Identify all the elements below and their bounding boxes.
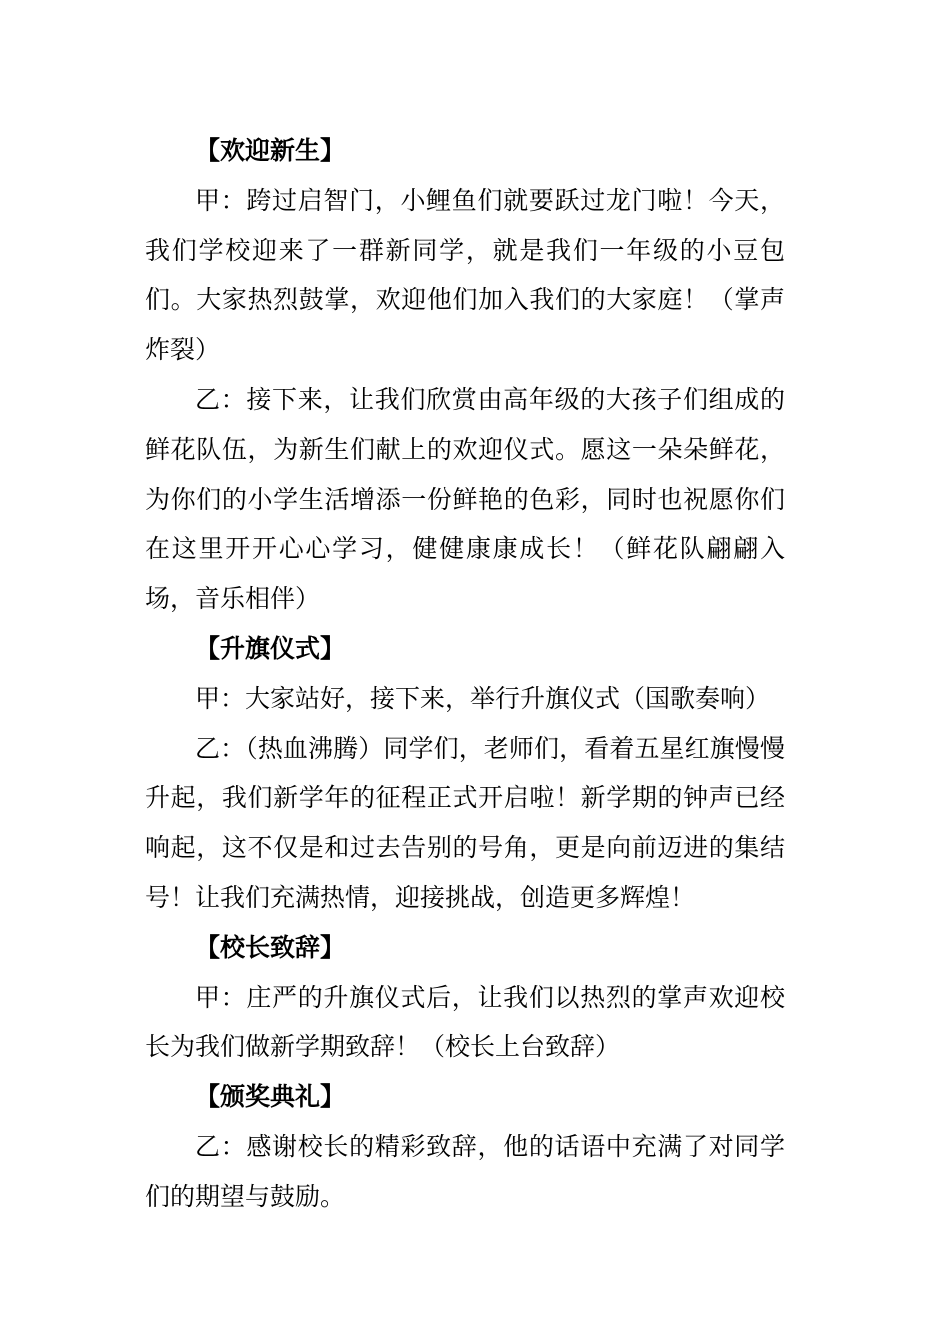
- section-welcome: [145, 126, 785, 624]
- section-heading: 【颁奖典礼】: [195, 1082, 346, 1112]
- paragraph: 乙：（热血沸腾）同学们，老师们，看着五星红旗慢慢升起，我们新学年的征程正式开启啦！新学期的钟声已经响起，这不仅是和过去告别的号角，更是向前迈进的集结号！让我们充满热情，迎接挑战，创造更多辉煌！: [145, 733, 785, 912]
- section-heading: 【升旗仪式】: [195, 633, 346, 663]
- paragraph: 甲：大家站好，接下来，举行升旗仪式（国歌奏响）: [195, 683, 771, 713]
- section-flag-raising: [145, 624, 785, 923]
- paragraph: 乙：接下来，让我们欣赏由高年级的大孩子们组成的鲜花队伍，为新生们献上的欢迎仪式。愿这一朵朵鲜花，为你们的小学生活增添一份鲜艳的色彩，同时也祝愿你们在这里开开心心学习，健健康康成长！（鲜花队翩翩入场，音乐相伴）: [145, 384, 785, 614]
- paragraph: 甲：跨过启智门，小鲤鱼们就要跃过龙门啦！今天，我们学校迎来了一群新同学，就是我们一年级的小豆包们。大家热烈鼓掌，欢迎他们加入我们的大家庭！（掌声炸裂）: [145, 185, 785, 365]
- section-principal-speech: [145, 923, 785, 1072]
- paragraph: 乙：感谢校长的精彩致辞，他的话语中充满了对同学们的期望与鼓励。: [145, 1131, 785, 1211]
- section-award-ceremony: [145, 1072, 785, 1221]
- section-heading: 【欢迎新生】: [195, 136, 346, 165]
- document-page: [145, 126, 785, 1222]
- section-heading: 【校长致辞】: [195, 932, 346, 962]
- paragraph: 甲：庄严的升旗仪式后，让我们以热烈的掌声欢迎校长为我们做新学期致辞！（校长上台致辞）: [145, 982, 785, 1062]
